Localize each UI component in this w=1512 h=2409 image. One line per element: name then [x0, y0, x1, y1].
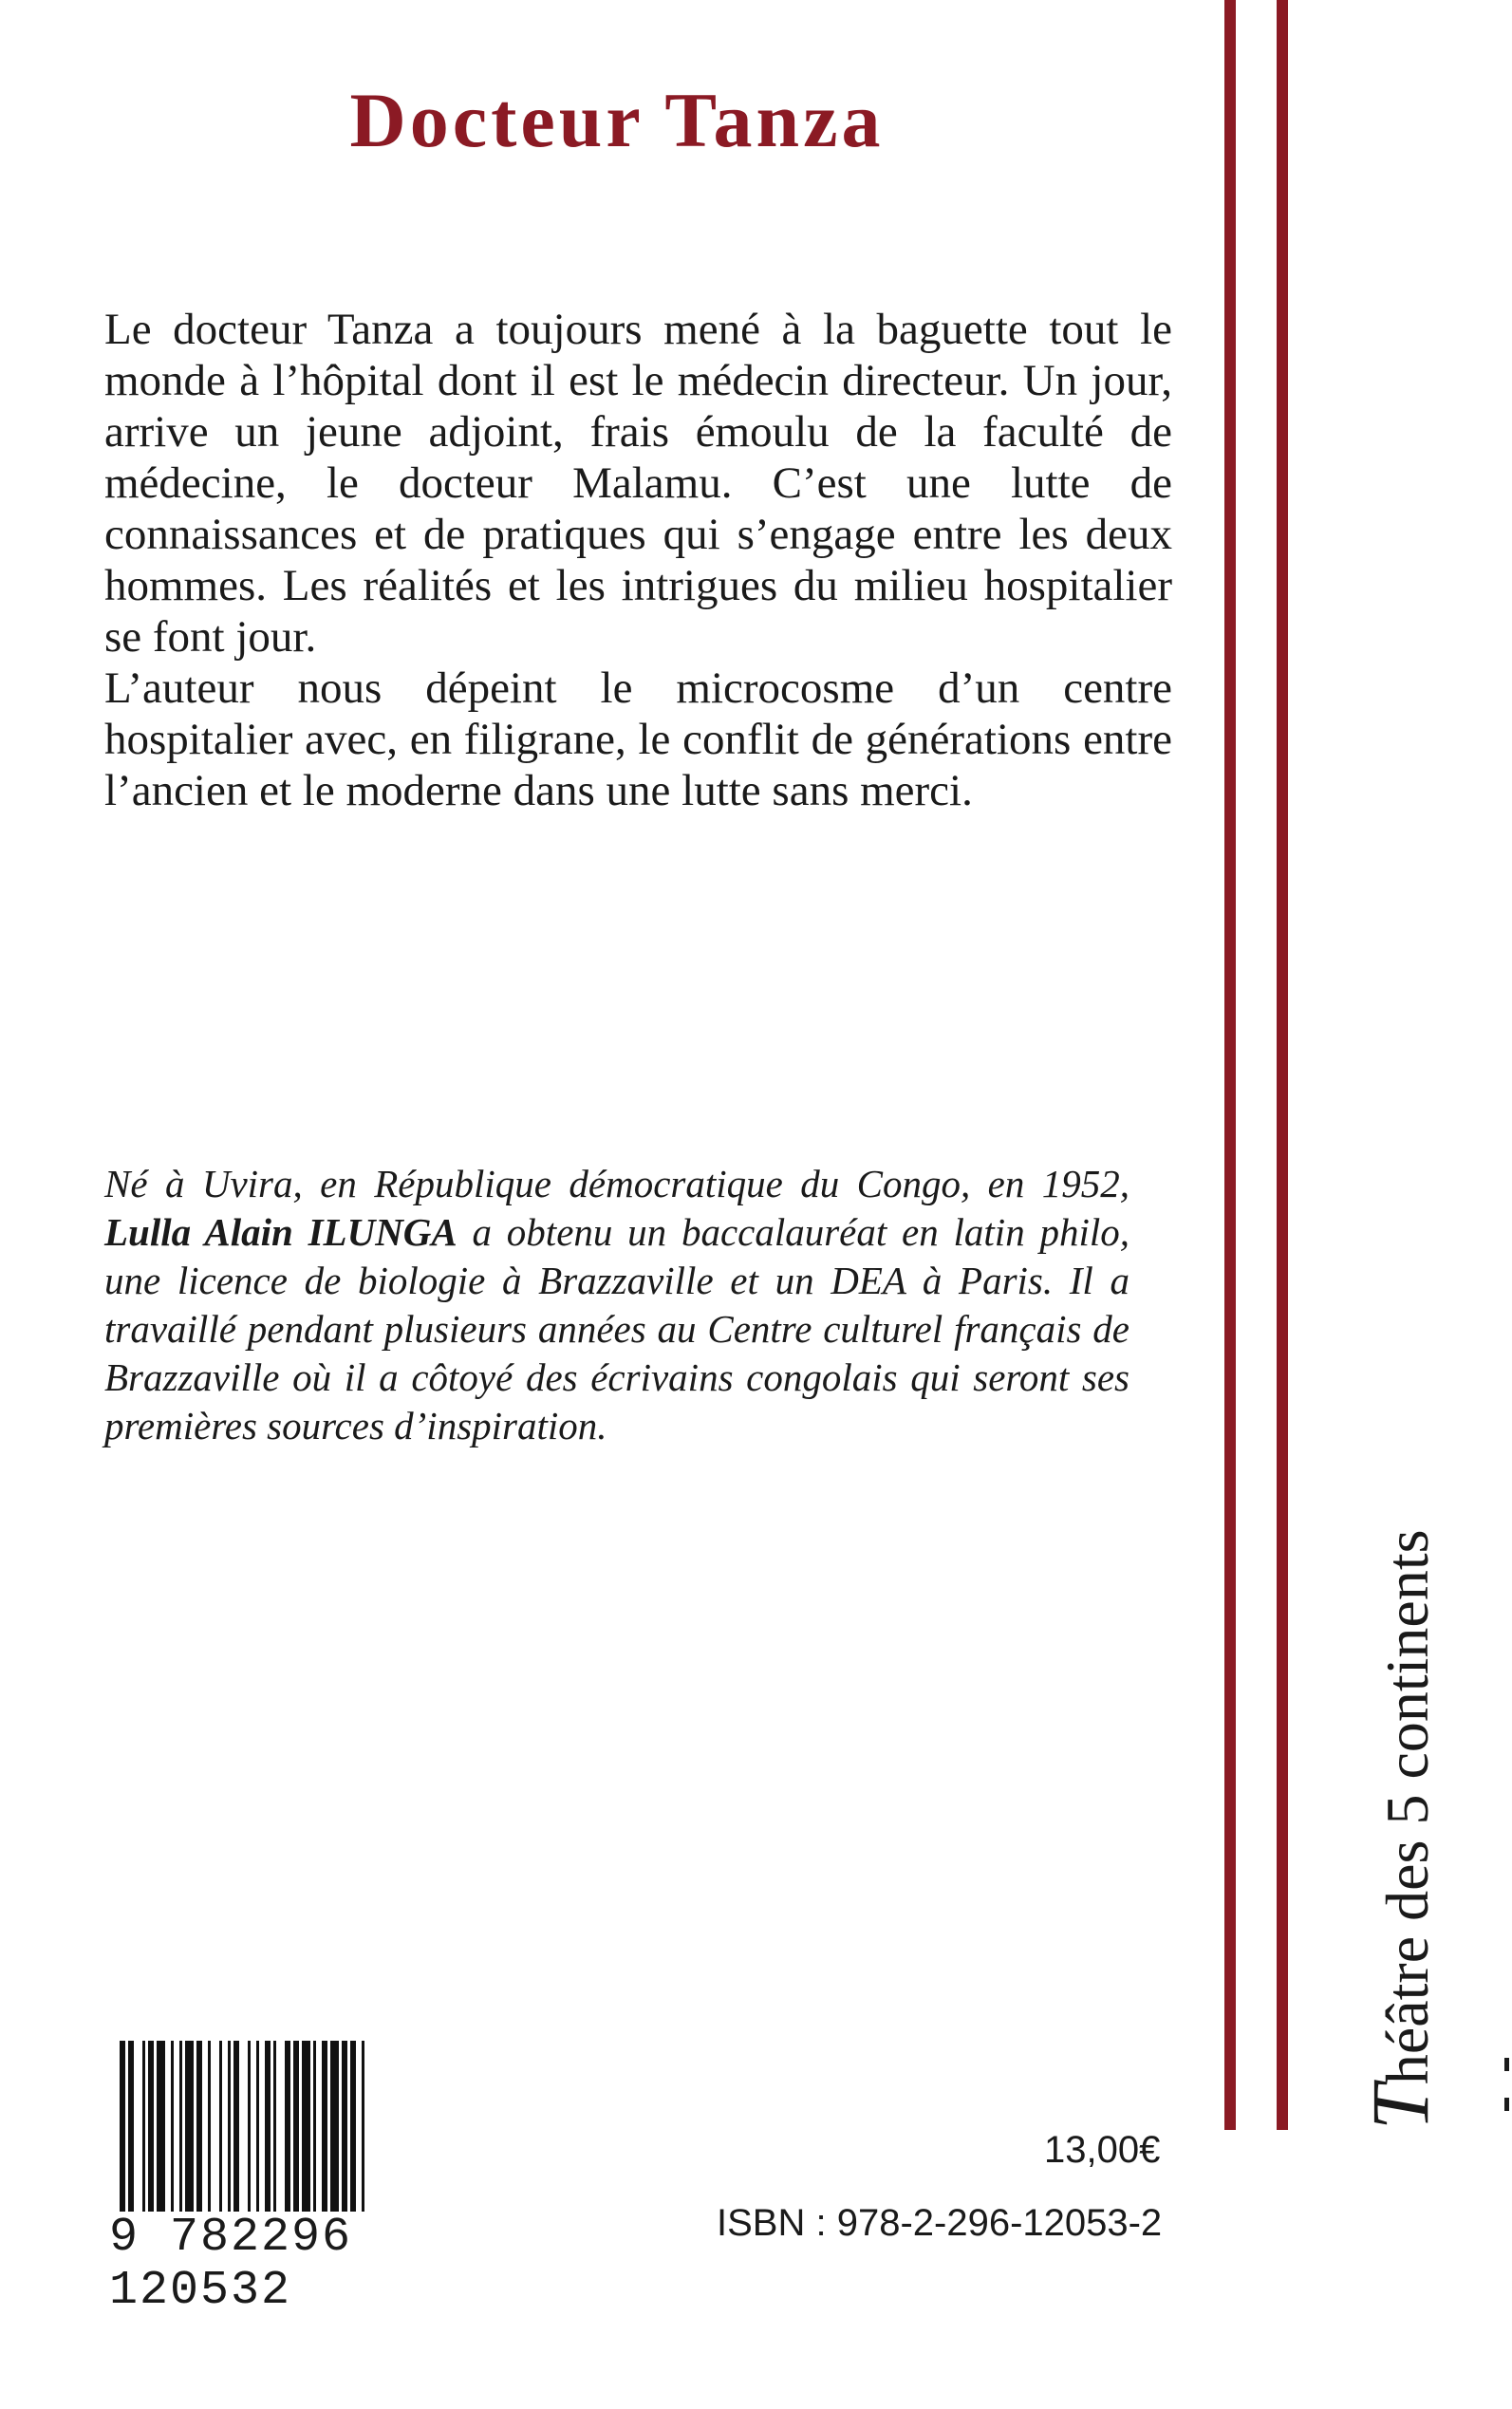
barcode-bar	[313, 2041, 316, 2231]
barcode-bar	[128, 2041, 134, 2231]
price: 13,00€	[1044, 2129, 1161, 2171]
edge-mark	[1504, 2098, 1509, 2111]
barcode-bar	[330, 2041, 339, 2231]
barcode-bar	[293, 2041, 299, 2231]
spine-rule-right	[1277, 0, 1288, 2130]
barcode-bar	[362, 2041, 364, 2231]
barcode-bar	[285, 2041, 290, 2231]
barcode-bar	[256, 2041, 259, 2231]
edge-mark	[1504, 2058, 1509, 2071]
barcode-bar	[228, 2041, 231, 2231]
barcode-bar	[171, 2041, 174, 2231]
barcode-bar	[179, 2041, 182, 2231]
barcode-bar	[265, 2041, 271, 2231]
barcode-bar	[142, 2041, 145, 2231]
isbn: ISBN : 978-2-296-12053-2	[717, 2202, 1163, 2244]
synopsis-paragraph-1: Le docteur Tanza a toujours mené à la baguette tout le monde à l’hôpital dont il est le médecin directeur. Un jour, arrive un jeune adjoint, frais émoulu de la faculté de médecine, le docteur Malamu. C’est une lutte de connaissances et de pratiques qui s’engage entre les deux hommes. Les réalités et les intrigues du milieu hospitalier se font jour.	[104, 305, 1172, 662]
barcode-image	[112, 2041, 530, 2231]
synopsis-paragraph-2: L’auteur nous dépeint le microcosme d’un centre hospitalier avec, en filigrane, le conflit de générations entre l’ancien et le moderne dans une lutte sans merci.	[104, 663, 1172, 815]
barcode-bar	[233, 2041, 239, 2231]
barcode-bar	[219, 2041, 222, 2231]
spine-rule-left	[1224, 0, 1236, 2130]
series-rest: héâtre des 5 continents	[1373, 1529, 1441, 2085]
barcode-bar	[350, 2041, 356, 2231]
author-bio	[104, 1160, 1129, 1450]
barcode-bar	[120, 2041, 125, 2231]
barcode-bar	[342, 2041, 347, 2231]
bio-intro: Né à Uvira, en République démocratique du Congo, en 1952,	[104, 1162, 1129, 1205]
barcode-bar	[196, 2041, 202, 2231]
barcode-bar	[248, 2041, 251, 2231]
barcode-bar	[273, 2041, 276, 2231]
barcode-bar	[208, 2041, 211, 2231]
barcode-bar	[157, 2041, 165, 2231]
series-initial: T	[1354, 2084, 1446, 2130]
barcode-bar	[302, 2041, 310, 2231]
barcode-digits: 9 782296 120532	[109, 2212, 536, 2318]
synopsis	[104, 304, 1172, 816]
barcode-bar	[185, 2041, 194, 2231]
author-name: Lulla Alain ILUNGA	[104, 1210, 457, 1254]
barcode-bar	[322, 2041, 327, 2231]
barcode-bar	[148, 2041, 154, 2231]
bio-rest: a obtenu un baccalauréat en latin philo, une licence de biologie à Brazzaville et un DEA à Paris. Il a travaillé pendant plusieurs années au Centre culturel français de Brazzaville où il a côtoyé des écrivains congolais qui seront ses premières sources d’inspiration.	[104, 1210, 1129, 1447]
series-name	[1354, 1529, 1446, 2130]
book-title: Docteur Tanza	[349, 77, 885, 163]
